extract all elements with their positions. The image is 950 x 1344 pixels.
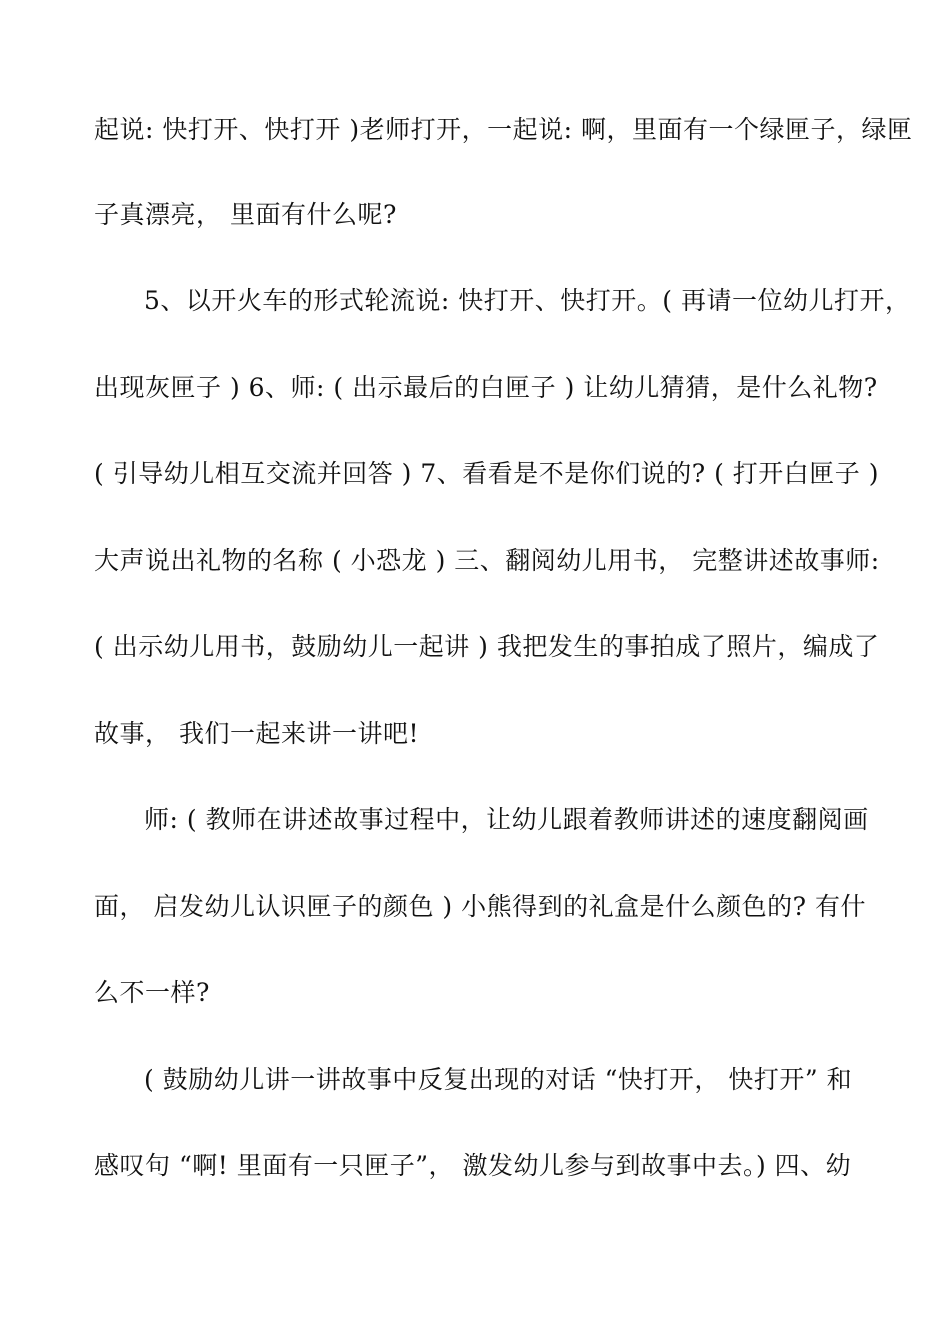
text-line-3: 5、以开火车的形式轮流说: 快打开、快打开。( 再请一位幼儿打开， — [144, 286, 911, 315]
text-line-11: 么不一样? — [94, 978, 210, 1007]
text-line-2: 子真漂亮， 里面有什么呢? — [94, 200, 397, 229]
text-line-4: 出现灰匣子 ) 6、师: ( 出示最后的白匣子 ) 让幼儿猜猜，是什么礼物? — [94, 373, 878, 402]
text-line-6: 大声说出礼物的名称 ( 小恐龙 ) 三、翻阅幼儿用书， 完整讲述故事师: — [94, 546, 880, 575]
text-line-1: 起说: 快打开、快打开 )老师打开，一起说: 啊，里面有一个绿匣子，绿匣 — [94, 115, 913, 144]
text-line-10: 面， 启发幼儿认识匣子的颜色 ) 小熊得到的礼盒是什么颜色的? 有什 — [94, 892, 866, 921]
text-line-5: ( 引导幼儿相互交流并回答 ) 7、看看是不是你们说的? ( 打开白匣子 ) — [94, 459, 880, 488]
text-line-12: ( 鼓励幼儿讲一讲故事中反复出现的对话 “快打开， 快打开” 和 — [144, 1065, 853, 1094]
text-line-9: 师: ( 教师在讲述故事过程中，让幼儿跟着教师讲述的速度翻阅画 — [144, 805, 869, 834]
text-line-7: ( 出示幼儿用书，鼓励幼儿一起讲 ) 我把发生的事拍成了照片，编成了 — [94, 632, 880, 661]
text-line-13: 感叹句 “啊! 里面有一只匣子”， 激发幼儿参与到故事中去。) 四、幼 — [94, 1151, 852, 1180]
text-line-8: 故事， 我们一起来讲一讲吧! — [94, 719, 419, 748]
